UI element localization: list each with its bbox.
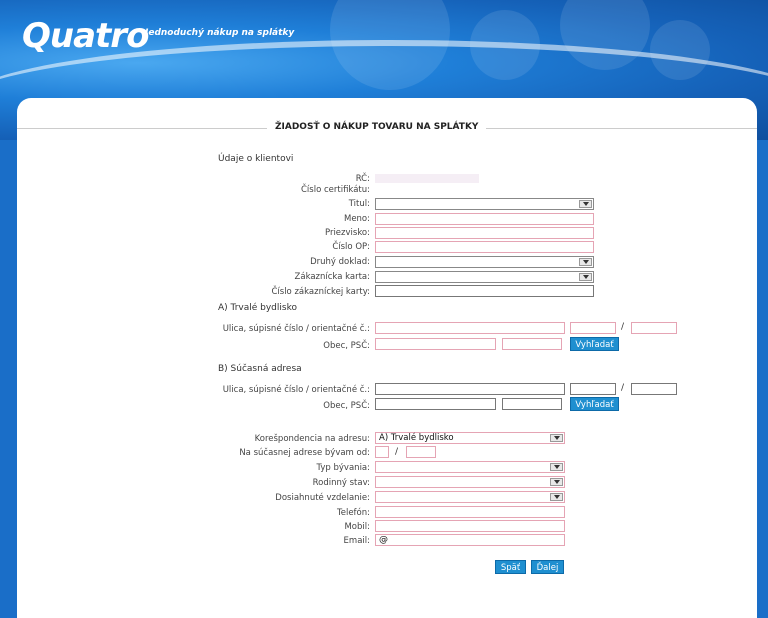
current-orientacne-input[interactable] xyxy=(631,383,677,395)
current-city-input[interactable] xyxy=(375,398,496,410)
permanent-city-input[interactable] xyxy=(375,338,496,350)
chevron-down-icon xyxy=(550,478,563,486)
name-label: Meno: xyxy=(343,214,370,224)
surname-label: Priezvisko: xyxy=(324,228,370,238)
chevron-down-icon xyxy=(550,434,563,442)
permanent-city-label: Obec, PSČ: xyxy=(323,341,370,351)
living-since-year-input[interactable] xyxy=(406,446,436,458)
current-zip-input[interactable] xyxy=(502,398,562,410)
title-select[interactable] xyxy=(375,198,594,210)
permanent-zip-input[interactable] xyxy=(502,338,562,350)
housing-type-label: Typ bývania: xyxy=(316,463,370,473)
second-document-select[interactable] xyxy=(375,256,594,268)
quatro-logo: Quatro xyxy=(22,16,149,56)
back-button[interactable]: Späť xyxy=(495,560,526,574)
ro-value xyxy=(375,174,479,183)
tagline: Jednoduchý nákup na splátky xyxy=(145,28,295,38)
permanent-search-button[interactable]: Vyhľadať xyxy=(570,337,619,351)
phone-label: Telefón: xyxy=(336,508,370,518)
education-select[interactable] xyxy=(375,491,565,503)
title-label: Titul: xyxy=(348,199,370,209)
correspondence-value: A) Trvalé bydlisko xyxy=(379,433,454,443)
marital-status-select[interactable] xyxy=(375,476,565,488)
chevron-down-icon xyxy=(579,200,592,208)
permanent-orientacne-input[interactable] xyxy=(631,322,677,334)
permanent-address-section: A) Trvalé bydlisko xyxy=(218,303,297,313)
permanent-street-input[interactable] xyxy=(375,322,565,334)
marital-status-label: Rodinný stav: xyxy=(312,478,370,488)
customer-card-label: Zákaznícka karta: xyxy=(294,272,370,282)
current-address-section: B) Súčasná adresa xyxy=(218,364,302,374)
name-input[interactable] xyxy=(375,213,594,225)
permanent-street-label: Ulica, súpisné číslo / orientačné č.: xyxy=(222,324,370,334)
mobile-label: Mobil: xyxy=(344,522,370,532)
certificate-label: Číslo certifikátu: xyxy=(300,185,370,195)
op-number-label: Číslo OP: xyxy=(332,242,370,252)
education-label: Dosiahnuté vzdelanie: xyxy=(275,493,370,503)
email-label: Email: xyxy=(343,536,370,546)
current-slash: / xyxy=(621,383,625,393)
email-input[interactable]: @ xyxy=(375,534,565,546)
page-title: ŽIADOSŤ O NÁKUP TOVARU NA SPLÁTKY xyxy=(267,122,486,132)
current-search-button[interactable]: Vyhľadať xyxy=(570,397,619,411)
living-since-month-input[interactable] xyxy=(375,446,389,458)
customer-card-number-input[interactable] xyxy=(375,285,594,297)
customer-card-number-label: Číslo zákazníckej karty: xyxy=(271,287,370,297)
next-button[interactable]: Ďalej xyxy=(531,560,564,574)
client-section-title: Údaje o klientovi xyxy=(218,154,294,164)
chevron-down-icon xyxy=(550,493,563,501)
current-supisne-input[interactable] xyxy=(570,383,616,395)
mobile-input[interactable] xyxy=(375,520,565,532)
housing-type-select[interactable] xyxy=(375,461,565,473)
permanent-supisne-input[interactable] xyxy=(570,322,616,334)
chevron-down-icon xyxy=(579,273,592,281)
second-document-label: Druhý doklad: xyxy=(310,257,370,267)
ro-label: RČ: xyxy=(355,174,370,184)
current-city-label: Obec, PSČ: xyxy=(323,401,370,411)
living-since-slash: / xyxy=(395,447,399,457)
form-page xyxy=(17,98,757,618)
correspondence-label: Korešpondencia na adresu: xyxy=(254,434,370,444)
chevron-down-icon xyxy=(550,463,563,471)
customer-card-select[interactable] xyxy=(375,271,594,283)
surname-input[interactable] xyxy=(375,227,594,239)
current-street-input[interactable] xyxy=(375,383,565,395)
chevron-down-icon xyxy=(579,258,592,266)
living-since-label: Na súčasnej adrese bývam od: xyxy=(239,448,370,458)
permanent-slash: / xyxy=(621,322,625,332)
op-number-input[interactable] xyxy=(375,241,594,253)
correspondence-select[interactable] xyxy=(375,432,565,444)
current-street-label: Ulica, súpisné číslo / orientačné č.: xyxy=(222,385,370,395)
phone-input[interactable] xyxy=(375,506,565,518)
